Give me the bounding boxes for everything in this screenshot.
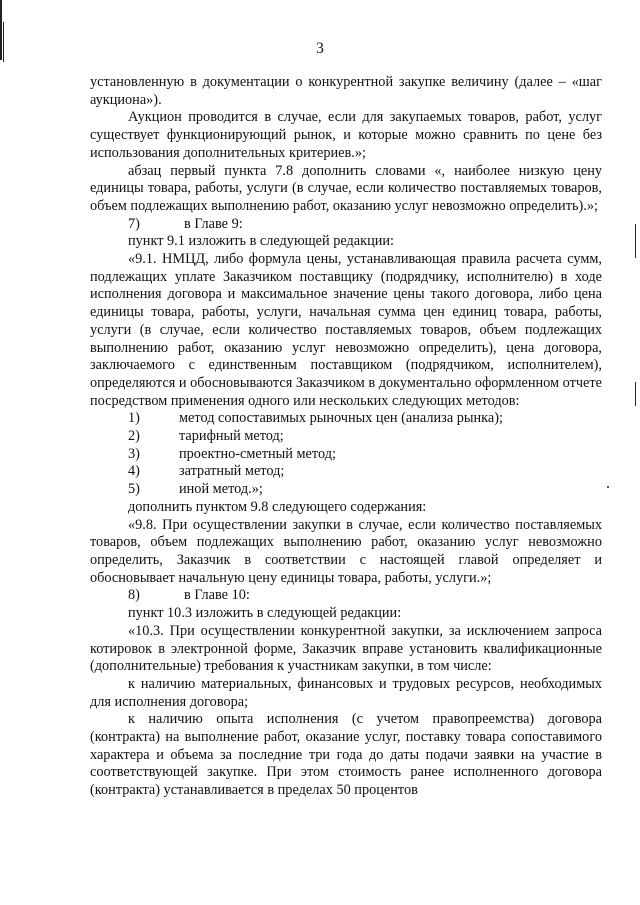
item-text: в Главе 9: [184, 215, 243, 232]
list-item [90, 410, 602, 428]
item-number: 5) [128, 481, 140, 498]
item-number: 4) [128, 463, 140, 480]
scan-margin-mark [635, 382, 636, 406]
item-text: затратный метод; [179, 463, 285, 480]
item-text: иной метод.»; [179, 481, 263, 498]
item-number: 2) [128, 428, 140, 445]
document-body [90, 74, 602, 800]
paragraph: к наличию материальных, финансовых и трудовых ресурсов, необходимых для исполнения договора; [90, 675, 602, 710]
item-number: 8) [128, 587, 140, 604]
paragraph: установленную в документации о конкурентной закупке величину (далее – «шаг аукциона»). [90, 74, 602, 108]
item-text: в Главе 10: [184, 587, 250, 604]
scan-speck [607, 486, 609, 488]
scan-margin-mark [635, 224, 636, 258]
numbered-subsection [90, 587, 602, 605]
item-number: 3) [128, 445, 140, 462]
item-number: 7) [128, 215, 140, 232]
paragraph: пункт 9.1 изложить в следующей редакции: [128, 233, 395, 250]
paragraph: дополнить пунктом 9.8 следующего содержания: [128, 498, 427, 515]
paragraph: Аукцион проводится в случае, если для закупаемых товаров, работ, услуг существует функционирующий рынок, и которые можно сравнить по цене без использования дополнительных критериев.»; [90, 109, 602, 161]
paragraph: к наличию опыта исполнения (с учетом правопреемства) договора (контракта) на выполнение работ, оказание услуг, поставку товара сопоставимого характера и объема за последние три года до даты подачи заявки на участие в соответствующей закупке. При этом стоимость ранее исполненного договора (контракта) устанавливается в пределах 50 процентов [90, 711, 602, 799]
page-number: 3 [316, 40, 324, 57]
paragraph: «10.3. При осуществлении конкурентной закупки, за исключением запроса котировок в электронной форме, Заказчик вправе установить квалификационные (дополнительные) требования к участникам закупки, в том числе: [90, 622, 602, 675]
paragraph: «9.1. НМЦД, либо формула цены, устанавливающая правила расчета сумм, подлежащих уплате Заказчиком поставщику (подрядчику, исполнителю) в ходе исполнения договора и максимальное значение цены такого договора, либо цена единицы товара, работы, услуги, начальная сумма цен единиц товара, работы, услуги (в случае, если количество поставляемых товаров, объем подлежащих выполнению работ, оказанию услуг невозможно определить), цена договора, заключаемого с единственным поставщиком (подрядчиком, исполнителем), определяются и обосновываются Заказчиком в документально оформленном отчете посредством применения одного или нескольких следующих методов: [90, 251, 602, 409]
item-text: тарифный метод; [179, 428, 284, 445]
list-item [90, 463, 602, 481]
paragraph: пункт 10.3 изложить в следующей редакции: [128, 605, 402, 622]
item-text: метод сопоставимых рыночных цен (анализа рынка); [179, 410, 503, 427]
item-text: проектно-сметный метод; [179, 445, 336, 462]
item-number: 1) [128, 410, 140, 427]
list-item [90, 446, 602, 464]
numbered-subsection [90, 216, 602, 234]
list-item [90, 428, 602, 446]
paragraph: «9.8. При осуществлении закупки в случае, если количество поставляемых товаров, объем подлежащих выполнению работ, оказанию услуг невозможно определить, Заказчик в соответствии с настоящей главой определяет и обосновывает начальную цену единицы товара, работы, услуги.»; [90, 516, 602, 586]
paragraph: абзац первый пункта 7.8 дополнить словами «, наиболее низкую цену единицы товара, работы, услуги (в случае, если количество поставляемых товаров, объем подлежащих выполнению работ, оказанию услуг невозможно определить).»; [90, 162, 602, 214]
list-item [90, 481, 602, 499]
